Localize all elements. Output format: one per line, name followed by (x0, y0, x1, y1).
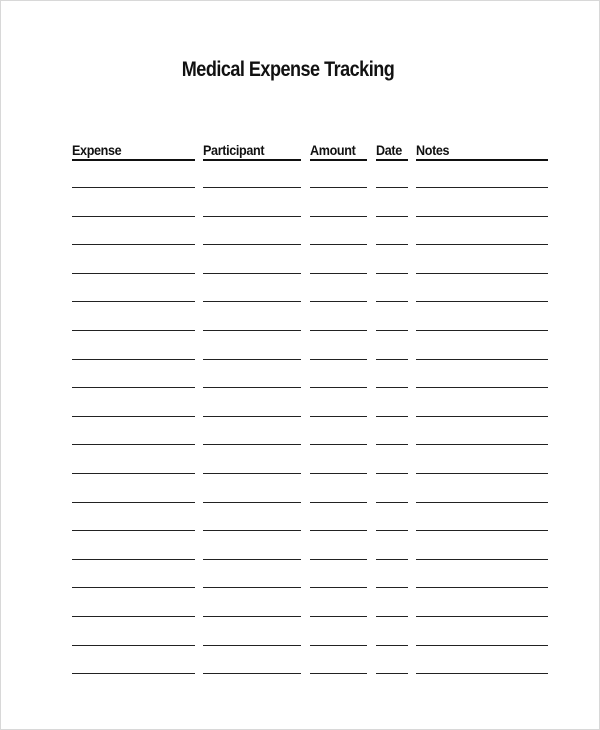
blank-entry-line-expense[interactable] (72, 444, 195, 445)
blank-entry-line-participant[interactable] (203, 559, 301, 560)
blank-entry-line-amount[interactable] (310, 645, 367, 646)
blank-entry-line-amount[interactable] (310, 444, 367, 445)
blank-entry-line-expense[interactable] (72, 502, 195, 503)
blank-entry-line-notes[interactable] (416, 359, 548, 360)
blank-entry-line-amount[interactable] (310, 559, 367, 560)
blank-entry-line-amount[interactable] (310, 244, 367, 245)
blank-entry-line-date[interactable] (376, 244, 408, 245)
column-header-participant: Participant (203, 142, 265, 158)
blank-entry-line-notes[interactable] (416, 559, 548, 560)
blank-entry-line-expense[interactable] (72, 301, 195, 302)
blank-entry-line-amount[interactable] (310, 187, 367, 188)
blank-entry-line-date[interactable] (376, 587, 408, 588)
blank-entry-line-expense[interactable] (72, 187, 195, 188)
blank-entry-line-amount[interactable] (310, 673, 367, 674)
blank-entry-line-expense[interactable] (72, 244, 195, 245)
blank-entry-line-date[interactable] (376, 216, 408, 217)
blank-entry-line-participant[interactable] (203, 416, 301, 417)
blank-entry-line-participant[interactable] (203, 273, 301, 274)
blank-entry-line-notes[interactable] (416, 673, 548, 674)
blank-entry-line-expense[interactable] (72, 645, 195, 646)
blank-entry-line-participant[interactable] (203, 359, 301, 360)
blank-entry-line-participant[interactable] (203, 187, 301, 188)
blank-entry-line-date[interactable] (376, 530, 408, 531)
header-underline-date (376, 159, 408, 161)
header-underline-amount (310, 159, 367, 161)
blank-entry-line-date[interactable] (376, 387, 408, 388)
blank-entry-line-expense[interactable] (72, 473, 195, 474)
blank-entry-line-expense[interactable] (72, 273, 195, 274)
blank-entry-line-notes[interactable] (416, 330, 548, 331)
blank-entry-line-notes[interactable] (416, 216, 548, 217)
blank-entry-line-amount[interactable] (310, 587, 367, 588)
blank-entry-line-amount[interactable] (310, 216, 367, 217)
blank-entry-line-date[interactable] (376, 359, 408, 360)
blank-entry-line-date[interactable] (376, 444, 408, 445)
blank-entry-line-amount[interactable] (310, 473, 367, 474)
header-underline-notes (416, 159, 548, 161)
blank-entry-line-amount[interactable] (310, 273, 367, 274)
blank-entry-line-amount[interactable] (310, 359, 367, 360)
blank-entry-line-amount[interactable] (310, 387, 367, 388)
blank-entry-line-date[interactable] (376, 673, 408, 674)
blank-entry-line-participant[interactable] (203, 216, 301, 217)
blank-entry-line-date[interactable] (376, 301, 408, 302)
blank-entry-line-notes[interactable] (416, 244, 548, 245)
blank-entry-line-notes[interactable] (416, 502, 548, 503)
blank-entry-line-notes[interactable] (416, 530, 548, 531)
column-header-expense: Expense (72, 142, 122, 158)
blank-entry-line-date[interactable] (376, 502, 408, 503)
blank-entry-line-expense[interactable] (72, 330, 195, 331)
blank-entry-line-amount[interactable] (310, 301, 367, 302)
blank-entry-line-expense[interactable] (72, 559, 195, 560)
column-header-notes: Notes (416, 142, 450, 158)
blank-entry-line-participant[interactable] (203, 616, 301, 617)
blank-entry-line-date[interactable] (376, 330, 408, 331)
blank-entry-line-expense[interactable] (72, 673, 195, 674)
blank-entry-line-notes[interactable] (416, 301, 548, 302)
blank-entry-line-participant[interactable] (203, 587, 301, 588)
blank-entry-line-amount[interactable] (310, 330, 367, 331)
blank-entry-line-date[interactable] (376, 416, 408, 417)
blank-entry-line-expense[interactable] (72, 587, 195, 588)
form-title: Medical Expense Tracking (181, 58, 395, 81)
blank-entry-line-expense[interactable] (72, 416, 195, 417)
blank-entry-line-notes[interactable] (416, 645, 548, 646)
blank-entry-line-notes[interactable] (416, 616, 548, 617)
header-underline-participant (203, 159, 301, 161)
blank-entry-line-notes[interactable] (416, 187, 548, 188)
blank-entry-line-expense[interactable] (72, 530, 195, 531)
blank-entry-line-notes[interactable] (416, 273, 548, 274)
blank-entry-line-participant[interactable] (203, 645, 301, 646)
header-underline-expense (72, 159, 195, 161)
column-header-amount: Amount (310, 142, 356, 158)
blank-entry-line-notes[interactable] (416, 387, 548, 388)
blank-entry-line-participant[interactable] (203, 330, 301, 331)
blank-entry-line-notes[interactable] (416, 416, 548, 417)
blank-entry-line-date[interactable] (376, 559, 408, 560)
blank-entry-line-expense[interactable] (72, 616, 195, 617)
blank-entry-line-participant[interactable] (203, 673, 301, 674)
blank-entry-line-notes[interactable] (416, 587, 548, 588)
blank-entry-line-amount[interactable] (310, 616, 367, 617)
blank-entry-line-notes[interactable] (416, 444, 548, 445)
blank-entry-line-notes[interactable] (416, 473, 548, 474)
blank-entry-line-expense[interactable] (72, 359, 195, 360)
blank-entry-line-date[interactable] (376, 187, 408, 188)
blank-entry-line-participant[interactable] (203, 301, 301, 302)
blank-entry-line-date[interactable] (376, 616, 408, 617)
column-header-date: Date (376, 142, 402, 158)
blank-entry-line-expense[interactable] (72, 216, 195, 217)
blank-entry-line-amount[interactable] (310, 502, 367, 503)
blank-entry-line-date[interactable] (376, 473, 408, 474)
blank-entry-line-participant[interactable] (203, 387, 301, 388)
blank-entry-line-participant[interactable] (203, 502, 301, 503)
blank-entry-line-date[interactable] (376, 645, 408, 646)
blank-entry-line-participant[interactable] (203, 244, 301, 245)
blank-entry-line-date[interactable] (376, 273, 408, 274)
blank-entry-line-participant[interactable] (203, 473, 301, 474)
blank-entry-line-participant[interactable] (203, 444, 301, 445)
blank-entry-line-expense[interactable] (72, 387, 195, 388)
blank-entry-line-participant[interactable] (203, 530, 301, 531)
blank-entry-line-amount[interactable] (310, 530, 367, 531)
blank-entry-line-amount[interactable] (310, 416, 367, 417)
